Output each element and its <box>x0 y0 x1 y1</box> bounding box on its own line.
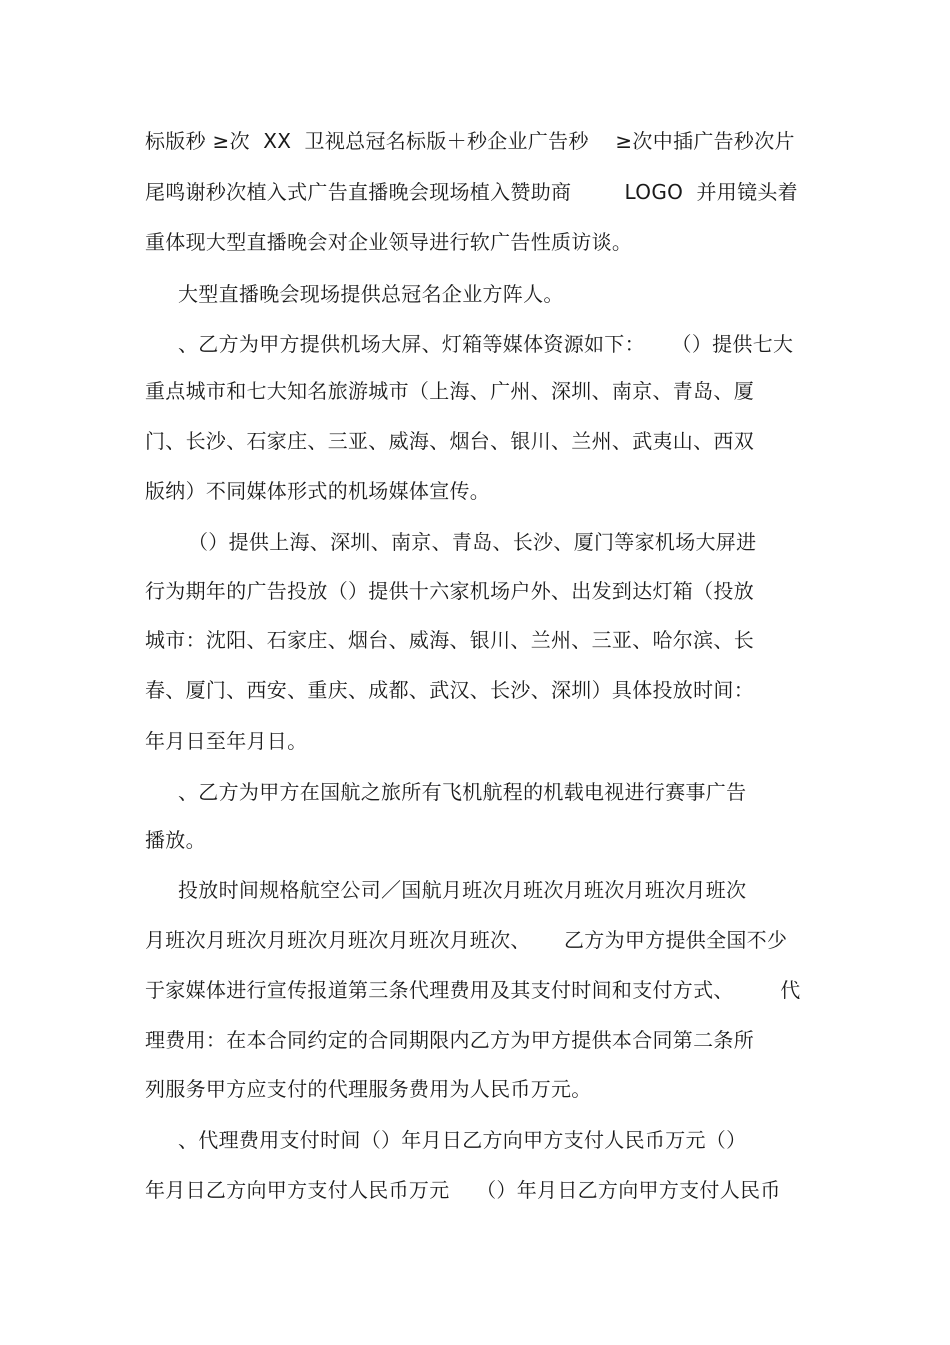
text-line: 、乙方为甲方提供机场大屏、灯箱等媒体资源如下： （）提供七大 <box>178 332 794 356</box>
text-line: 投放时间规格航空公司／国航月班次月班次月班次月班次月班次 <box>178 878 747 902</box>
text-line: 理费用：在本合同约定的合同期限内乙方为甲方提供本合同第二条所 <box>145 1028 754 1052</box>
text-line: 列服务甲方应支付的代理服务费用为人民币万元。 <box>145 1077 592 1101</box>
text-line: 、乙方为甲方在国航之旅所有飞机航程的机载电视进行赛事广告 <box>178 780 747 804</box>
text-line: 尾鸣谢秒次植入式广告直播晚会现场植入赞助商 LOGO 并用镜头着 <box>145 180 798 204</box>
text-line: 门、长沙、石家庄、三亚、威海、烟台、银川、兰州、武夷山、西双 <box>145 429 754 453</box>
text-line: 、代理费用支付时间（）年月日乙方向甲方支付人民币万元（） <box>178 1128 747 1152</box>
text-line: 标版秒 ≥次 XX 卫视总冠名标版＋秒企业广告秒 ≥次中插广告秒次片 <box>145 129 795 153</box>
text-line: 播放。 <box>145 828 206 852</box>
text-line: 重体现大型直播晚会对企业领导进行软广告性质访谈。 <box>145 230 633 254</box>
text-line: 行为期年的广告投放（）提供十六家机场户外、出发到达灯箱（投放 <box>145 579 754 603</box>
text-line: （）提供上海、深圳、南京、青岛、长沙、厦门等家机场大屏进 <box>188 530 757 554</box>
text-line: 城市：沈阳、石家庄、烟台、威海、银川、兰州、三亚、哈尔滨、长 <box>145 628 754 652</box>
text-line: 重点城市和七大知名旅游城市（上海、广州、深圳、南京、青岛、厦 <box>145 379 754 403</box>
text-line: 年月日至年月日。 <box>145 729 308 753</box>
text-line: 月班次月班次月班次月班次月班次月班次、 乙方为甲方提供全国不少 <box>145 928 788 952</box>
text-line: 年月日乙方向甲方支付人民币万元 （）年月日乙方向甲方支付人民币 <box>145 1178 781 1202</box>
text-line: 版纳）不同媒体形式的机场媒体宣传。 <box>145 479 491 503</box>
text-line: 于家媒体进行宣传报道第三条代理费用及其支付时间和支付方式、 代 <box>145 978 801 1002</box>
text-line: 大型直播晚会现场提供总冠名企业方阵人。 <box>178 282 564 306</box>
text-line: 春、厦门、西安、重庆、成都、武汉、长沙、深圳）具体投放时间： <box>145 678 754 702</box>
